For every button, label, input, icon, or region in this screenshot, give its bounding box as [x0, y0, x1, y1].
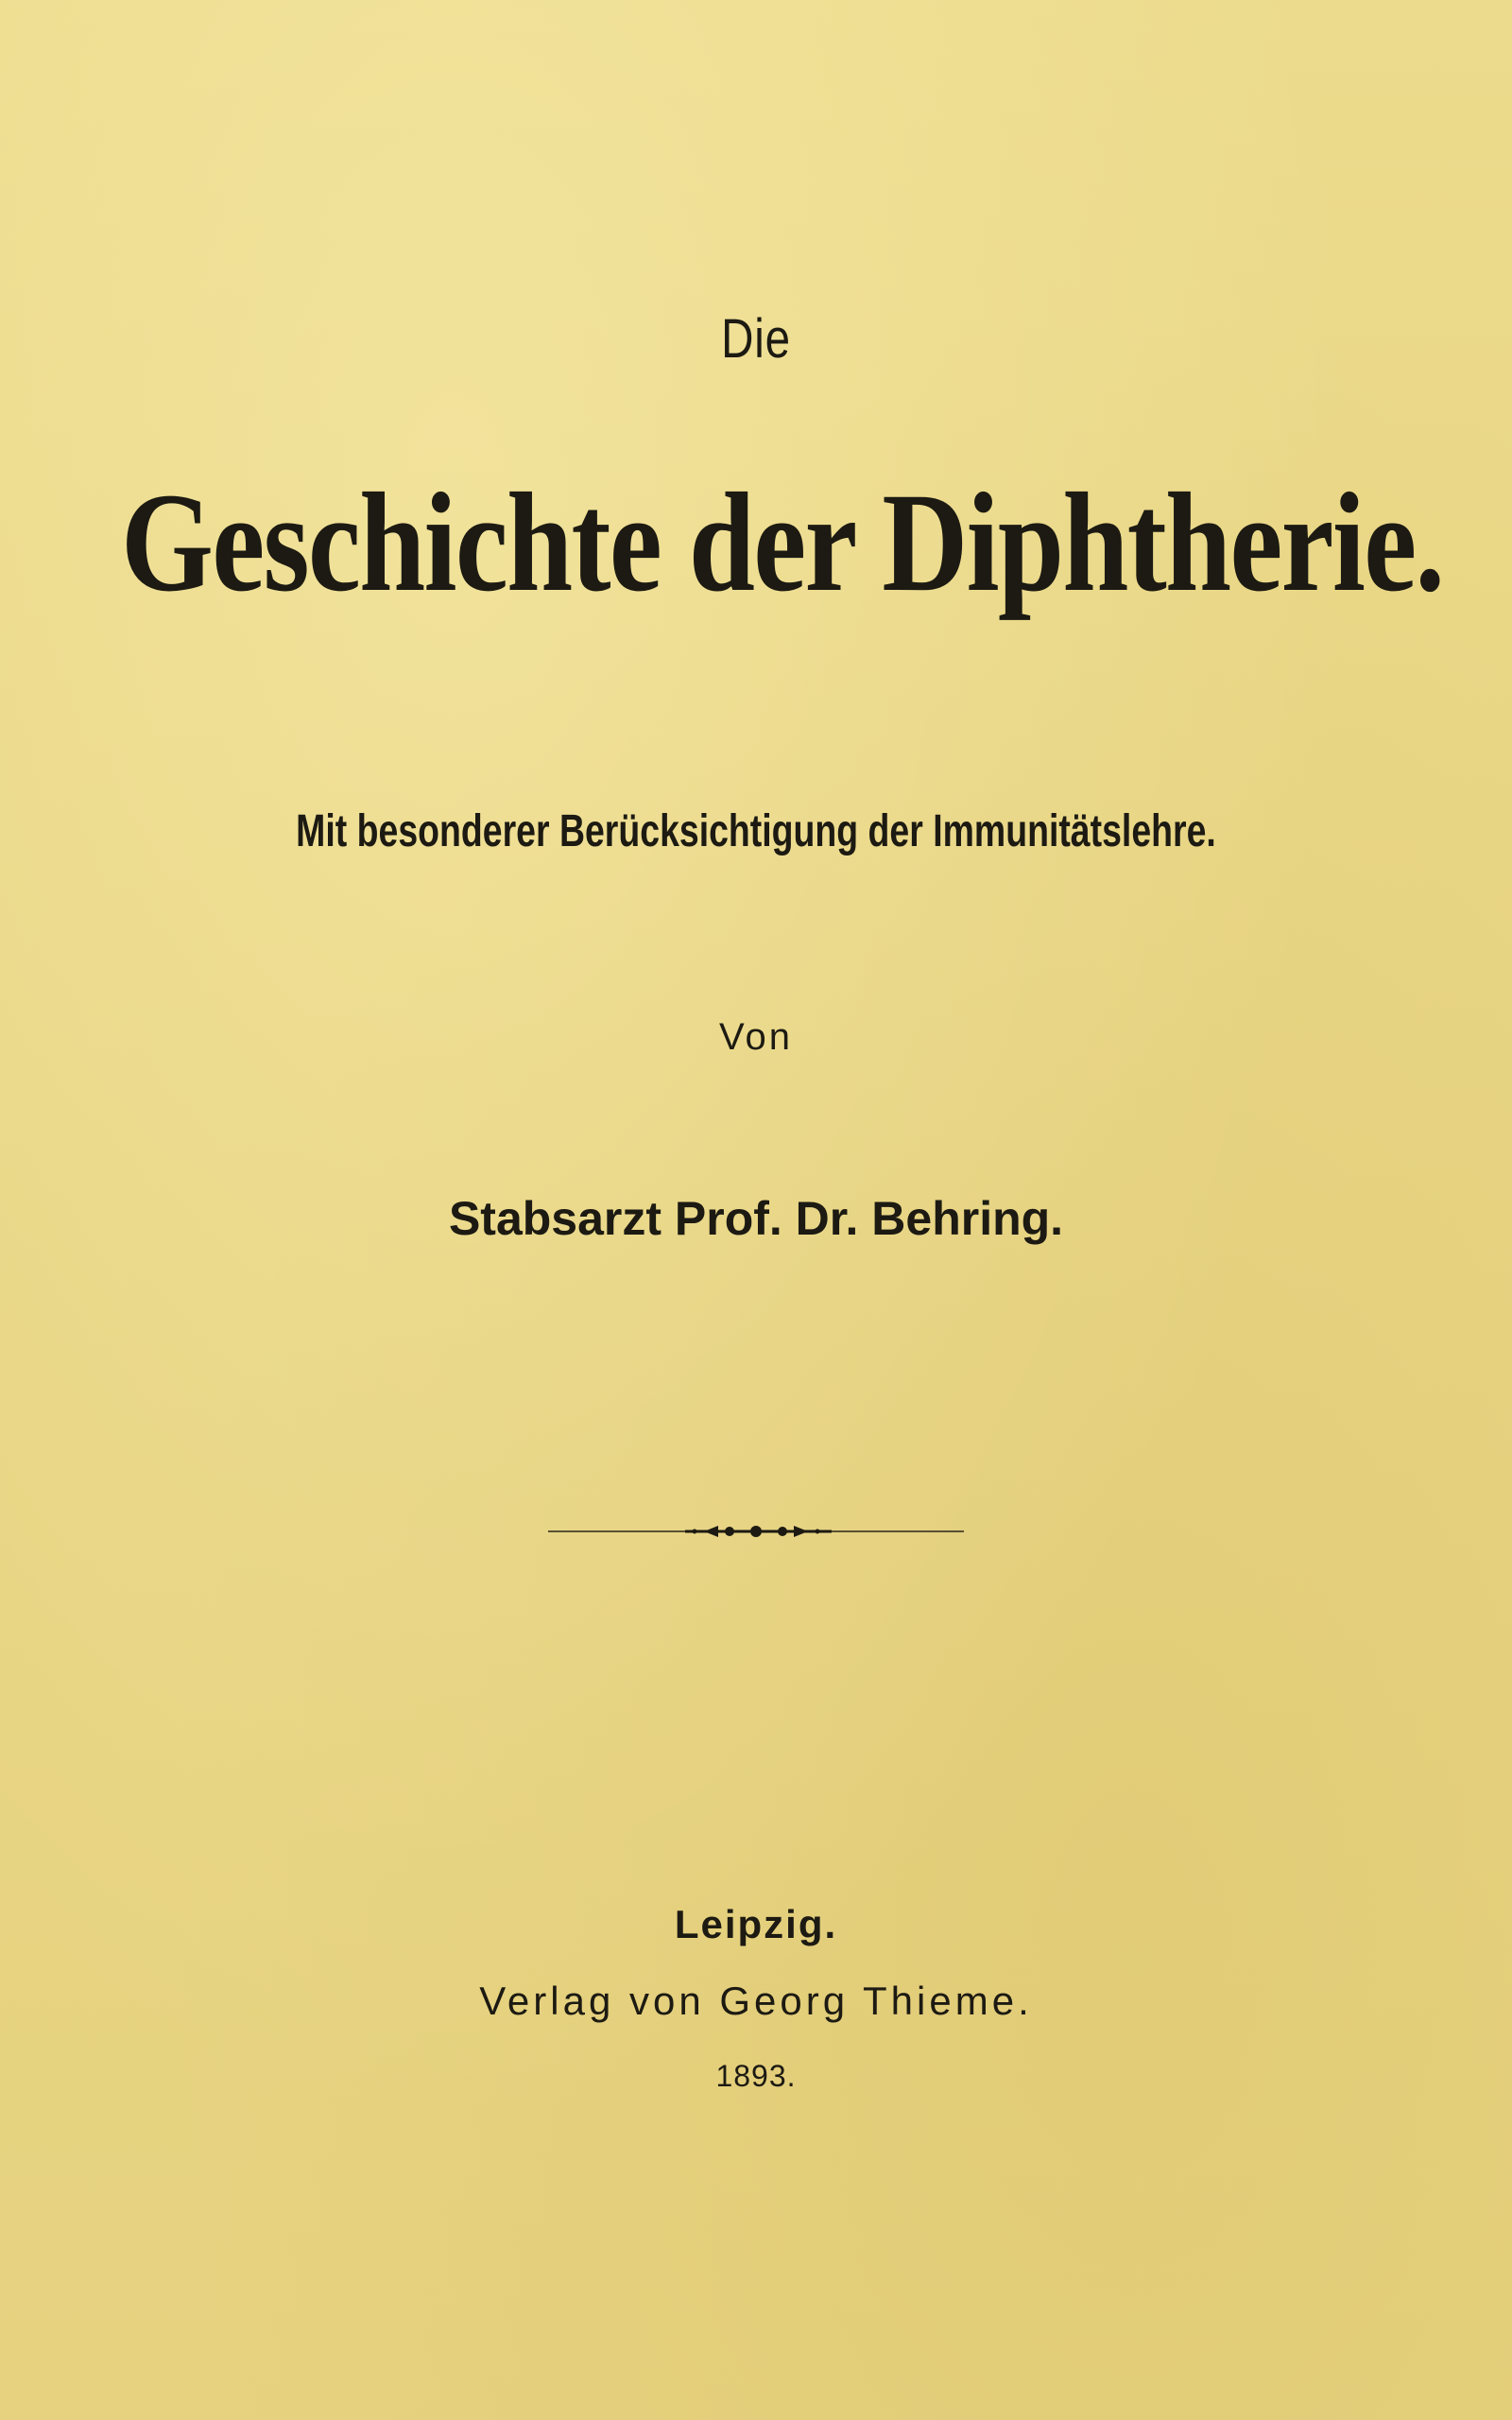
author-name: Stabsarzt Prof. Dr. Behring.	[448, 1192, 1064, 1245]
publisher-line: Verlag von Georg Thieme.	[479, 1979, 1033, 2023]
publication-year: 1893.	[715, 2059, 797, 2093]
book-title: Geschichte der Diphtherie.	[121, 464, 1444, 621]
title-article: Die	[721, 308, 791, 370]
by-line: Von	[719, 1016, 793, 1058]
book-subtitle: Mit besonderer Berücksichtigung der Immunitätslehre.	[296, 806, 1216, 856]
publication-place: Leipzig.	[674, 1902, 838, 1946]
ornament-rule-icon	[548, 1517, 964, 1546]
